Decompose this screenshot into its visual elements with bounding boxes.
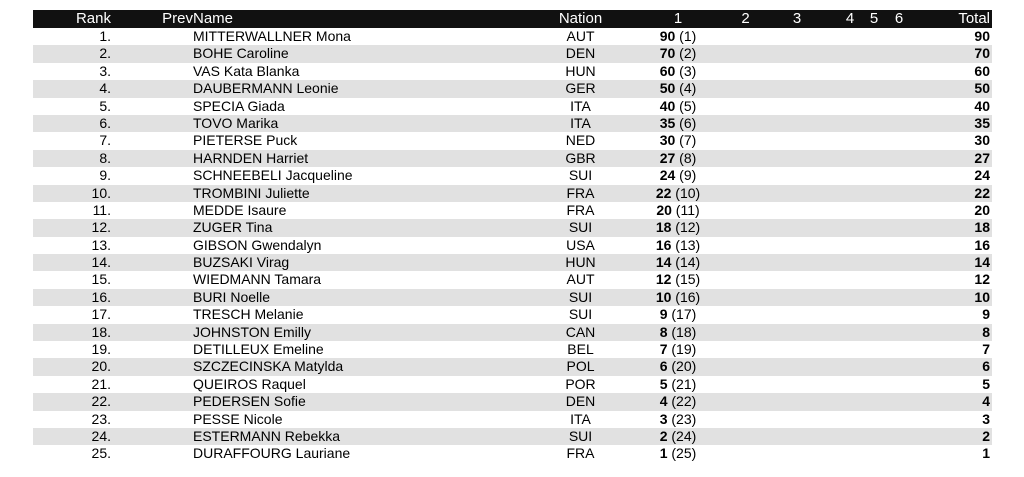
rank-cell: 9.: [99, 167, 111, 184]
race-1-points: 2: [659, 427, 668, 444]
total-points-cell: 24: [974, 167, 990, 184]
race-1-place: (2): [679, 45, 697, 62]
nation-cell: ITA: [570, 410, 591, 427]
race-1-place: (16): [675, 288, 701, 305]
header-race-5: 5: [869, 10, 879, 27]
nation-cell: POL: [566, 358, 595, 375]
rank-cell: 2.: [99, 45, 111, 62]
table-row: [33, 306, 992, 323]
total-points-cell: 7: [982, 341, 990, 358]
race-1-result-cell: [628, 254, 728, 271]
table-row: [33, 80, 992, 97]
race-1-result-cell: [628, 80, 728, 97]
rank-cell: 17.: [91, 306, 111, 323]
race-1-result-cell: [628, 358, 728, 375]
athlete-name-cell: QUEIROS Raquel: [193, 375, 306, 392]
total-points-cell: 27: [974, 149, 990, 166]
race-1-result-cell: [628, 150, 728, 167]
race-1-place: (15): [675, 271, 701, 288]
total-points-cell: 35: [974, 114, 990, 131]
athlete-name-cell: BUZSAKI Virag: [193, 254, 290, 271]
header-prev: Prev: [162, 10, 193, 27]
race-1-place: (1): [679, 28, 697, 44]
total-points-cell: 70: [974, 45, 990, 62]
table-row: [33, 376, 992, 393]
athlete-name-cell: PIETERSE Puck: [193, 132, 298, 149]
race-1-points: 50: [659, 80, 676, 97]
race-1-points: 14: [655, 254, 672, 271]
race-1-points: 5: [659, 375, 668, 392]
total-points-cell: 16: [974, 236, 990, 253]
race-1-place: (21): [671, 375, 697, 392]
nation-cell: SUI: [568, 427, 593, 444]
nation-cell: SUI: [568, 167, 593, 184]
race-1-points: 90: [659, 28, 676, 44]
race-1-result-cell: [628, 271, 728, 288]
table-row: [33, 98, 992, 115]
rank-cell: 7.: [99, 132, 111, 149]
race-1-result-cell: [628, 202, 728, 219]
rank-cell: 4.: [99, 80, 111, 97]
race-1-result-cell: [628, 411, 728, 428]
race-1-place: (20): [671, 358, 697, 375]
race-1-result-cell: [628, 393, 728, 410]
total-points-cell: 8: [982, 323, 990, 340]
nation-cell: POR: [565, 375, 596, 392]
race-1-result-cell: [628, 376, 728, 393]
nation-cell: SUI: [568, 288, 593, 305]
total-points-cell: 6: [982, 358, 990, 375]
header-rank: Rank: [75, 10, 111, 27]
table-row: [33, 115, 992, 132]
race-1-place: (13): [675, 236, 701, 253]
table-header: [33, 10, 992, 28]
rank-cell: 21.: [91, 375, 111, 392]
race-1-points: 6: [659, 358, 668, 375]
nation-cell: CAN: [565, 323, 596, 340]
athlete-name-cell: BOHE Caroline: [193, 45, 289, 62]
race-1-result-cell: [628, 45, 728, 62]
total-points-cell: 20: [974, 201, 990, 218]
total-points-cell: 14: [974, 254, 990, 271]
total-points-cell: 12: [974, 271, 990, 288]
header-total: Total: [958, 10, 990, 27]
nation-cell: FRA: [566, 184, 595, 201]
race-1-points: 35: [659, 114, 676, 131]
race-1-points: 8: [659, 323, 668, 340]
athlete-name-cell: WIEDMANN Tamara: [193, 271, 322, 288]
table-row: [33, 445, 992, 462]
total-points-cell: 90: [974, 28, 990, 44]
rank-cell: 5.: [99, 97, 111, 114]
athlete-name-cell: DETILLEUX Emeline: [193, 341, 324, 358]
athlete-name-cell: TRESCH Melanie: [193, 306, 304, 323]
athlete-name-cell: PESSE Nicole: [193, 410, 283, 427]
table-row: [33, 185, 992, 202]
race-1-result-cell: [628, 132, 728, 149]
table-row: [33, 167, 992, 184]
header-race-4: 4: [845, 10, 855, 27]
race-1-place: (14): [675, 254, 701, 271]
race-1-points: 3: [659, 410, 668, 427]
table-row: [33, 428, 992, 445]
table-row: [33, 393, 992, 410]
rank-cell: 18.: [91, 323, 111, 340]
rank-cell: 14.: [91, 254, 111, 271]
rank-cell: 25.: [91, 445, 111, 462]
athlete-name-cell: ZUGER Tina: [193, 219, 273, 236]
race-1-points: 12: [655, 271, 672, 288]
nation-cell: GBR: [565, 149, 596, 166]
race-1-result-cell: [628, 237, 728, 254]
header-nation: Nation: [558, 10, 603, 27]
race-1-result-cell: [628, 63, 728, 80]
race-1-place: (25): [671, 445, 697, 462]
athlete-name-cell: DAUBERMANN Leonie: [193, 80, 339, 97]
rank-cell: 11.: [92, 201, 111, 218]
table-row: [33, 289, 992, 306]
nation-cell: USA: [566, 236, 595, 253]
nation-cell: HUN: [565, 62, 596, 79]
race-1-place: (3): [679, 62, 697, 79]
nation-cell: HUN: [565, 254, 596, 271]
race-1-result-cell: [628, 428, 728, 445]
nation-cell: NED: [565, 132, 596, 149]
table-row: [33, 341, 992, 358]
athlete-name-cell: SPECIA Giada: [193, 97, 285, 114]
race-1-result-cell: [628, 167, 728, 184]
table-row: [33, 150, 992, 167]
table-row: [33, 28, 992, 45]
nation-cell: AUT: [566, 271, 595, 288]
race-1-place: (6): [679, 114, 697, 131]
table-row: [33, 63, 992, 80]
race-1-result-cell: [628, 445, 728, 462]
table-row: [33, 202, 992, 219]
race-1-place: (18): [671, 323, 697, 340]
race-1-points: 70: [659, 45, 676, 62]
race-1-place: (19): [671, 341, 697, 358]
total-points-cell: 22: [974, 184, 990, 201]
race-1-points: 1: [659, 445, 668, 462]
header-race-2: 2: [741, 10, 750, 27]
race-1-result-cell: [628, 98, 728, 115]
table-row: [33, 132, 992, 149]
total-points-cell: 60: [974, 62, 990, 79]
nation-cell: FRA: [566, 201, 595, 218]
header-race-3: 3: [792, 10, 802, 27]
athlete-name-cell: PEDERSEN Sofie: [193, 393, 306, 410]
rank-cell: 1.: [99, 28, 111, 44]
table-body: [33, 28, 992, 463]
nation-cell: DEN: [565, 393, 596, 410]
race-1-place: (23): [671, 410, 697, 427]
athlete-name-cell: BURI Noelle: [193, 288, 271, 305]
header-race-1: 1: [673, 10, 683, 27]
race-1-place: (22): [671, 393, 697, 410]
table-row: [33, 411, 992, 428]
athlete-name-cell: JOHNSTON Emilly: [193, 323, 311, 340]
total-points-cell: 18: [974, 219, 990, 236]
nation-cell: ITA: [570, 114, 591, 131]
race-1-place: (8): [679, 149, 697, 166]
race-1-points: 30: [659, 132, 676, 149]
nation-cell: FRA: [566, 445, 595, 462]
total-points-cell: 5: [982, 375, 990, 392]
race-1-points: 9: [659, 306, 668, 323]
rank-cell: 15.: [91, 271, 111, 288]
race-1-points: 60: [659, 62, 676, 79]
total-points-cell: 30: [974, 132, 990, 149]
rank-cell: 3.: [99, 62, 111, 79]
nation-cell: SUI: [568, 306, 593, 323]
total-points-cell: 4: [982, 393, 990, 410]
rank-cell: 10.: [91, 184, 111, 201]
race-1-place: (12): [675, 219, 701, 236]
rank-cell: 12.: [91, 219, 111, 236]
nation-cell: ITA: [570, 97, 591, 114]
race-1-result-cell: [628, 324, 728, 341]
athlete-name-cell: SZCZECINSKA Matylda: [193, 358, 344, 375]
athlete-name-cell: GIBSON Gwendalyn: [193, 236, 322, 253]
athlete-name-cell: TROMBINI Juliette: [193, 184, 310, 201]
athlete-name-cell: MEDDE Isaure: [193, 201, 287, 218]
table-row: [33, 237, 992, 254]
race-1-result-cell: [628, 115, 728, 132]
rank-cell: 24.: [91, 427, 111, 444]
total-points-cell: 50: [974, 80, 990, 97]
rank-cell: 16.: [91, 288, 111, 305]
race-1-result-cell: [628, 28, 728, 45]
race-1-points: 40: [659, 97, 676, 114]
race-1-result-cell: [628, 185, 728, 202]
race-1-points: 24: [659, 167, 676, 184]
total-points-cell: 40: [974, 97, 990, 114]
race-1-place: (17): [671, 306, 697, 323]
race-1-points: 10: [655, 288, 672, 305]
race-1-result-cell: [628, 306, 728, 323]
table-row: [33, 324, 992, 341]
total-points-cell: 2: [982, 427, 990, 444]
athlete-name-cell: TOVO Marika: [193, 114, 279, 131]
nation-cell: BEL: [567, 341, 594, 358]
rank-cell: 23.: [91, 410, 111, 427]
rank-cell: 8.: [99, 149, 111, 166]
header-race-6: 6: [894, 10, 904, 27]
race-1-points: 4: [659, 393, 668, 410]
race-1-result-cell: [628, 341, 728, 358]
race-1-place: (10): [675, 184, 701, 201]
race-1-place: (11): [675, 201, 700, 218]
nation-cell: AUT: [566, 28, 595, 44]
race-1-points: 22: [655, 184, 672, 201]
athlete-name-cell: VAS Kata Blanka: [193, 62, 300, 79]
race-1-points: 16: [655, 236, 672, 253]
race-1-place: (24): [671, 427, 697, 444]
athlete-name-cell: DURAFFOURG Lauriane: [193, 445, 351, 462]
total-points-cell: 9: [982, 306, 990, 323]
table-row: [33, 219, 992, 236]
athlete-name-cell: HARNDEN Harriet: [193, 149, 309, 166]
nation-cell: GER: [565, 80, 596, 97]
race-1-place: (4): [679, 80, 697, 97]
table-row: [33, 358, 992, 375]
race-1-place: (5): [679, 97, 697, 114]
athlete-name-cell: SCHNEEBELI Jacqueline: [193, 167, 353, 184]
nation-cell: SUI: [568, 219, 593, 236]
rank-cell: 19.: [91, 341, 111, 358]
race-1-points: 27: [659, 149, 676, 166]
total-points-cell: 1: [982, 445, 990, 462]
header-name: Name: [193, 10, 234, 27]
athlete-name-cell: MITTERWALLNER Mona: [193, 28, 351, 44]
table-row: [33, 45, 992, 62]
race-1-points: 20: [656, 201, 672, 218]
total-points-cell: 10: [974, 288, 990, 305]
total-points-cell: 3: [982, 410, 990, 427]
race-1-result-cell: [628, 219, 728, 236]
table-row: [33, 271, 992, 288]
athlete-name-cell: ESTERMANN Rebekka: [193, 427, 341, 444]
standings-table: [33, 10, 992, 463]
race-1-points: 18: [655, 219, 672, 236]
race-1-result-cell: [628, 289, 728, 306]
rank-cell: 13.: [91, 236, 111, 253]
table-row: [33, 254, 992, 271]
rank-cell: 6.: [99, 114, 111, 131]
rank-cell: 22.: [91, 393, 111, 410]
nation-cell: DEN: [565, 45, 596, 62]
rank-cell: 20.: [91, 358, 111, 375]
race-1-points: 7: [659, 341, 668, 358]
race-1-place: (7): [679, 132, 697, 149]
race-1-place: (9): [679, 167, 697, 184]
